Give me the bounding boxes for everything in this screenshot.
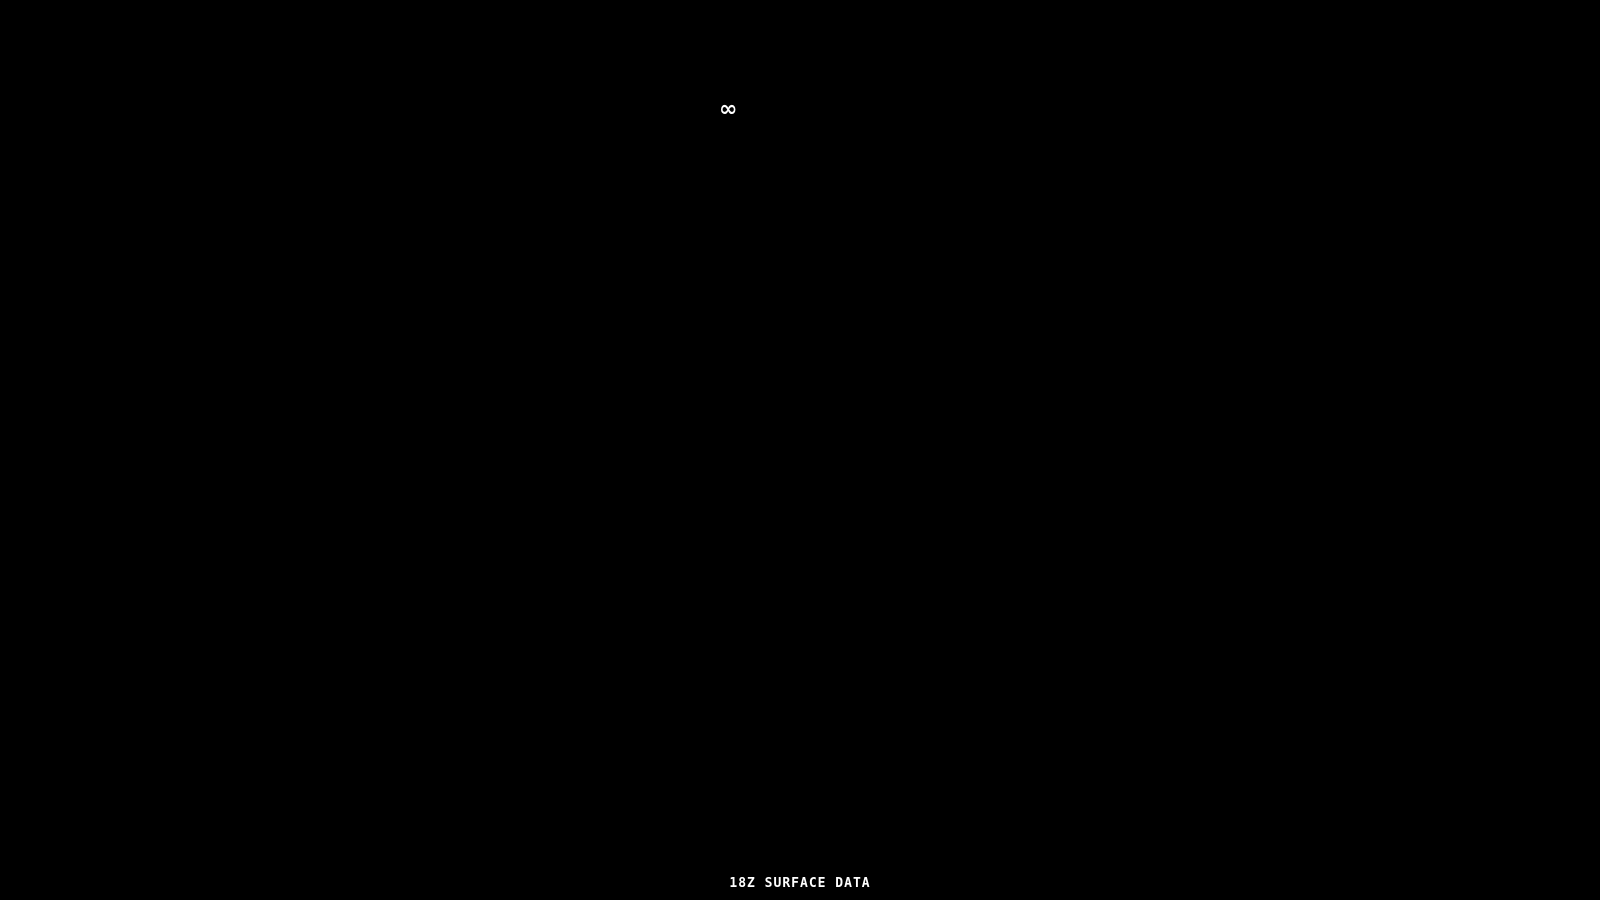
plot-caption: 18Z SURFACE DATA <box>729 876 871 891</box>
haze-infinity-icon: ∞ <box>719 97 738 122</box>
